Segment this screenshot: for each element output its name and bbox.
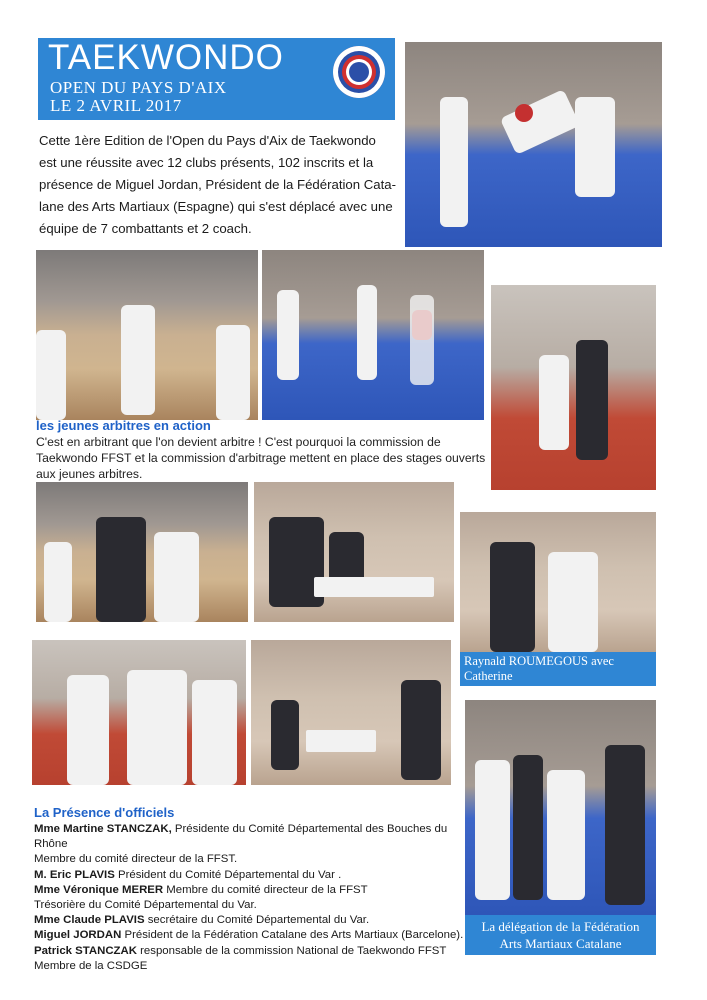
intro-line: équipe de 7 combattants et 2 coach. (39, 221, 252, 236)
photo-competition-hall (251, 640, 451, 785)
caption-roumegous (460, 652, 656, 698)
photo-catalan-delegation (465, 700, 656, 915)
section-title-officials: La Présence d'officiels (34, 805, 175, 820)
intro-line: lane des Arts Martiaux (Espagne) qui s'est déplacé avec une (39, 199, 393, 214)
caption-line: Raynald ROUMEGOUS avec Catherine (464, 654, 614, 683)
official-entry: Miguel JORDAN Président de la Fédération Catalane des Arts Martiaux (Barcelone). (34, 929, 464, 942)
photo-referee-match (262, 250, 484, 420)
official-entry: Membre de la CSDGE (34, 959, 148, 972)
caption-line: Arts Martiaux Catalane (499, 936, 622, 951)
federation-logo-icon (333, 46, 385, 98)
photo-medal-winners (36, 482, 248, 622)
referees-line: C'est en arbitrant que l'on devient arbitre ! C'est pourquoi la commission de (36, 435, 441, 449)
official-entry: M. Eric PLAVIS Président du Comité Départemental du Var . (34, 868, 342, 881)
caption-line: THIEBAUT medecin de la (464, 684, 599, 698)
caption-delegation (465, 915, 656, 955)
referees-paragraph (36, 434, 486, 482)
intro-line: présence de Miguel Jordan, Président de la Fédération Cata- (39, 177, 397, 192)
intro-line: est une réussite avec 12 clubs présents, 102 inscrits et la (39, 155, 374, 170)
caption-line: La délégation de la Fédération (481, 919, 640, 934)
official-entry: Mme Martine STANCZAK, Présidente du Comité Départemental des Bouches du Rhône (34, 823, 448, 851)
official-entry: Mme Véronique MERER Membre du comité directeur de la FFST (34, 883, 368, 896)
page-title: TAEKWONDO (48, 38, 284, 77)
photo-officials-group (32, 640, 246, 785)
officials-list (34, 822, 464, 974)
photo-young-referee (36, 250, 258, 420)
photo-combat (405, 42, 662, 247)
intro-paragraph (39, 130, 401, 240)
intro-line: Cette 1ère Edition de l'Open du Pays d'Aix de Taekwondo (39, 133, 376, 148)
event-date: LE 2 AVRIL 2017 (50, 96, 182, 115)
event-name: OPEN DU PAYS D'AIX (50, 78, 227, 97)
photo-referee-winner (491, 285, 656, 490)
official-entry: Mme Claude PLAVIS secrétaire du Comité Départemental du Var. (34, 914, 370, 927)
official-entry: Patrick STANCZAK responsable de la commission National de Taekwondo FFST (34, 944, 447, 957)
photo-officials-table (254, 482, 454, 622)
section-title-referees: les jeunes arbitres en action (36, 418, 211, 433)
official-entry: Trésorière du Comité Départemental du Var. (34, 899, 257, 912)
referees-line: Taekwondo FFST et la commission d'arbitrage mettent en place des stages ouverts (36, 451, 486, 465)
referees-line: aux jeunes arbitres. (36, 467, 143, 481)
photo-roumegous-thiebaut (460, 512, 656, 652)
official-entry: Membre du comité directeur de la FFST. (34, 853, 238, 866)
header-banner (38, 38, 395, 120)
